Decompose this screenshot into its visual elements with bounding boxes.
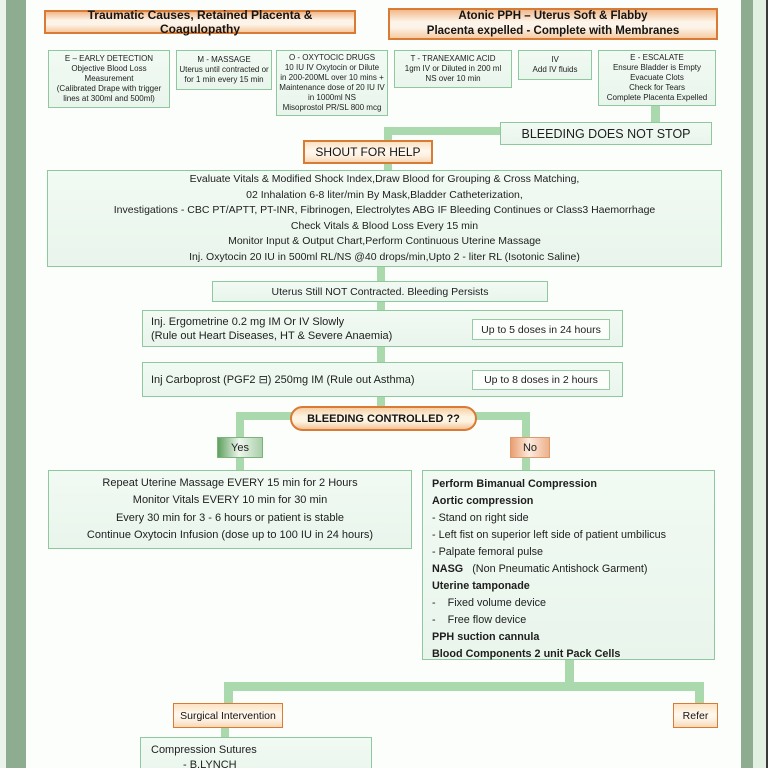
ergometrine-dose-note xyxy=(472,319,610,340)
no-branch-line-nasg xyxy=(432,561,705,578)
early-detection-line: E – EARLY DETECTION xyxy=(64,54,154,63)
yes-branch-line: Repeat Uterine Massage EVERY 15 min for 2 Hours xyxy=(102,476,358,489)
header-traumatic-label: Traumatic Causes, Retained Placenta & Coagulopathy xyxy=(87,8,313,36)
escalate-line: Ensure Bladder is Empty xyxy=(612,63,702,72)
box-carboprost xyxy=(142,362,623,397)
escalate-line: Complete Placenta Expelled xyxy=(606,93,708,102)
no-branch-line: - Stand on right side xyxy=(432,512,529,524)
box-tranexamic-acid xyxy=(394,50,512,88)
box-ergometrine xyxy=(142,310,623,347)
box-shout-for-help xyxy=(303,140,433,164)
shout-for-help-label: SHOUT FOR HELP xyxy=(315,145,421,159)
no-branch-line: Blood Components 2 unit Pack Cells xyxy=(432,648,621,660)
escalate-line: Evacuate Clots xyxy=(630,73,684,82)
box-iv-fluids xyxy=(518,50,592,80)
yes-text: Yes xyxy=(231,441,249,454)
oxytocic-line: in 1000ml NS xyxy=(307,93,357,102)
box-oxytocic-drugs xyxy=(276,50,388,116)
massage-line: Uterus until contracted or xyxy=(179,65,269,74)
connector-no-v xyxy=(522,412,530,439)
early-detection-line: Objective Blood Loss xyxy=(71,64,147,73)
iv-line: IV xyxy=(551,55,559,64)
refer-label: Refer xyxy=(682,709,709,722)
early-detection-line: Measurement xyxy=(84,74,134,83)
connector-surgical-v xyxy=(224,682,233,705)
oxytocic-line: Maintenance dose of 20 IU IV xyxy=(279,83,385,92)
bleeding-controlled-label: BLEEDING CONTROLLED ?? xyxy=(307,412,460,425)
escalate-line: Check for Tears xyxy=(629,83,685,92)
no-branch-line: PPH suction cannula xyxy=(432,631,540,643)
yes-branch-line: Every 30 min for 3 - 6 hours or patient is stable xyxy=(115,511,345,524)
ergometrine-dose-label: Up to 5 doses in 24 hours xyxy=(481,323,601,336)
escalate-line: E - ESCALATE xyxy=(630,53,684,62)
early-detection-line: (Calibrated Drape with trigger xyxy=(56,84,162,93)
ergometrine-line1: Inj. Ergometrine 0.2 mg IM Or IV Slowly xyxy=(151,316,345,328)
connector-refer-v xyxy=(695,682,704,705)
no-text: No xyxy=(522,441,538,454)
no-branch-line: Aortic compression xyxy=(432,495,534,507)
no-branch-line: Perform Bimanual Compression xyxy=(432,478,597,490)
connector-bottom-h xyxy=(224,682,704,691)
yes-branch-line: Continue Oxytocin Infusion (dose up to 100 IU in 24 hours) xyxy=(86,529,374,541)
nasg-rest: (Non Pneumatic Antishock Garment) xyxy=(463,563,648,575)
massage-line: M - MASSAGE xyxy=(197,55,251,64)
box-yes-branch xyxy=(48,470,412,549)
no-branch-line: - Fixed volume device xyxy=(432,597,547,609)
header-atonic-line1: Atonic PPH – Uterus Soft & Flabby xyxy=(458,10,648,23)
evaluate-line: Check Vitals & Blood Loss Every 15 min xyxy=(290,219,479,232)
no-branch-line: Uterine tamponade xyxy=(432,580,530,592)
tranexamic-line: 1gm IV or Diluted in 200 ml xyxy=(404,64,502,73)
ergometrine-line2: (Rule out Heart Diseases, HT & Severe Anaemia) xyxy=(151,330,393,342)
frame-left-bar xyxy=(6,0,26,768)
no-branch-line: - Free flow device xyxy=(432,614,527,626)
oxytocic-line: in 200-200ML over 10 mins + xyxy=(280,73,384,82)
evaluate-line: Investigations - CBC PT/APTT, PT-INR, Fibrinogen, Electrolytes ABG IF Bleeding Continues or Class3 Haemorrhage xyxy=(113,204,656,216)
carboprost-dose-note xyxy=(472,370,610,390)
massage-line: for 1 min every 15 min xyxy=(184,75,264,84)
box-uterus-not-contracted xyxy=(212,281,548,302)
tranexamic-line: T - TRANEXAMIC ACID xyxy=(410,54,496,63)
frame-right-pale xyxy=(753,0,766,768)
oxytocic-line: Misoprostol PR/SL 800 mcg xyxy=(282,103,382,112)
evaluate-line: Evaluate Vitals & Modified Shock Index,Draw Blood for Grouping & Cross Matching, xyxy=(189,173,580,185)
header-atonic-pph xyxy=(388,8,718,40)
evaluate-line: 02 Inhalation 6-8 liter/min By Mask,Bladder Catheterization, xyxy=(246,188,523,201)
connector-yes-v xyxy=(236,412,244,439)
early-detection-line: lines at 300ml and 500ml) xyxy=(63,94,155,103)
box-bleeding-does-not-stop xyxy=(500,122,712,145)
box-no-branch xyxy=(422,470,715,660)
box-surgical-intervention xyxy=(173,703,283,728)
evaluate-line: Monitor Input & Output Chart,Perform Continuous Uterine Massage xyxy=(228,235,541,247)
box-early-detection xyxy=(48,50,170,108)
bleeding-does-not-stop-label: BLEEDING DOES NOT STOP xyxy=(521,126,691,141)
carboprost-dose-label: Up to 8 doses in 2 hours xyxy=(484,374,598,386)
tranexamic-line: NS over 10 min xyxy=(425,74,481,83)
oxytocic-line: 10 IU IV Oxytocin or Dilute xyxy=(284,63,380,72)
yes-branch-line: Monitor Vitals EVERY 10 min for 30 min xyxy=(132,494,328,506)
box-refer xyxy=(673,703,718,728)
box-escalate xyxy=(598,50,716,106)
surgical-intervention-label: Surgical Intervention xyxy=(180,709,276,722)
iv-line: Add IV fluids xyxy=(532,65,578,74)
connector-branch-left-h xyxy=(237,412,292,420)
uterus-not-contracted-label: Uterus Still NOT Contracted. Bleeding Persists xyxy=(271,285,489,298)
compression-sutures-line2: - B.LYNCH xyxy=(183,759,237,768)
frame-right-bar xyxy=(741,0,753,768)
evaluate-line: Inj. Oxytocin 20 IU in 500ml RL/NS @40 drops/min,Upto 2 - liter RL (Isotonic Saline) xyxy=(189,250,580,263)
nasg-bold: NASG xyxy=(432,563,464,575)
no-branch-line: - Left fist on superior left side of patient umbilicus xyxy=(432,529,667,541)
box-massage xyxy=(176,50,272,90)
label-no xyxy=(510,437,550,458)
header-traumatic-causes xyxy=(44,10,356,34)
no-branch-line: - Palpate femoral pulse xyxy=(432,546,544,558)
carboprost-line: Inj Carboprost (PGF2 ⊟) 250mg IM (Rule out Asthma) xyxy=(151,374,415,386)
decision-bleeding-controlled xyxy=(290,406,477,431)
oxytocic-line: O - OXYTOCIC DRUGS xyxy=(288,53,376,62)
compression-sutures-line1: Compression Sutures xyxy=(151,744,257,756)
connector-bleeding-elbow-h xyxy=(384,127,500,135)
label-yes xyxy=(217,437,263,458)
box-compression-sutures xyxy=(140,737,372,768)
box-evaluate xyxy=(47,170,722,267)
header-atonic-line2: Placenta expelled - Complete with Membranes xyxy=(426,25,680,37)
